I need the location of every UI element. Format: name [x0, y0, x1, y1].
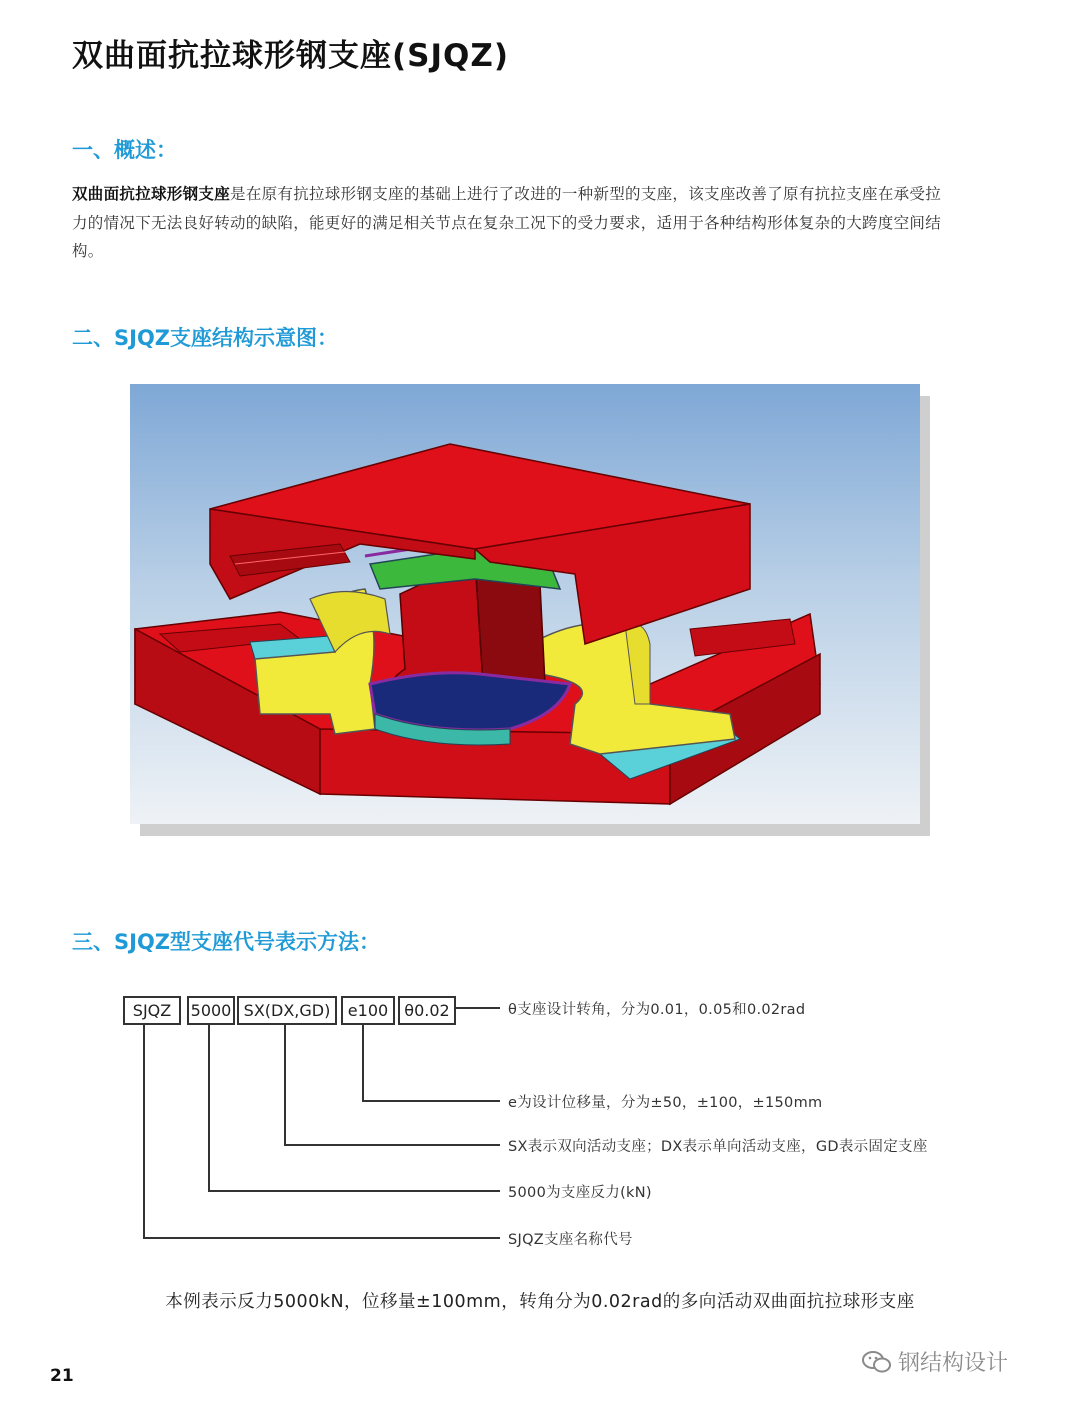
overview-text: 是在原有抗拉球形钢支座的基础上进行了改进的一种新型的支座，该支座改善了原有抗拉支座在承受拉力的情况下无法良好转动的缺陷，能更好的满足相关节点在复杂工况下的受力要求，适用于各种结构形体复杂的大跨度空间结构。 [72, 185, 942, 260]
overview-lead: 双曲面抗拉球形钢支座 [72, 185, 231, 203]
code-sjqz: SJQZ [123, 996, 181, 1025]
desc-rotation: θ支座设计转角，分为0.01，0.05和0.02rad [508, 1002, 806, 1018]
wechat-icon [862, 1350, 892, 1374]
page-title: 双曲面抗拉球形钢支座(SJQZ) [72, 38, 510, 74]
page-number: 21 [50, 1366, 74, 1386]
code-rotation: θ0.02 [398, 996, 456, 1025]
code-direction: SX(DX,GD) [237, 996, 337, 1025]
watermark [862, 1346, 1008, 1377]
desc-name: SJQZ支座名称代号 [508, 1232, 633, 1248]
section-overview-heading: 一、概述： [72, 138, 177, 162]
code-displacement: e100 [341, 996, 395, 1025]
desc-direction: SX表示双向活动支座；DX表示单向活动支座，GD表示固定支座 [508, 1139, 928, 1155]
section-notation-heading: 三、SJQZ型支座代号表示方法： [72, 930, 381, 954]
desc-displacement: e为设计位移量，分为±50，±100，±150mm [508, 1095, 823, 1111]
example-caption: 本例表示反力5000kN，位移量±100mm，转角分为0.02rad的多向活动双曲面抗拉球形支座 [165, 1292, 915, 1312]
code-load: 5000 [187, 996, 235, 1025]
watermark-text: 钢结构设计 [898, 1351, 1009, 1376]
section-structure-heading: 二、SJQZ支座结构示意图： [72, 326, 339, 350]
desc-load: 5000为支座反力(kN) [508, 1185, 652, 1201]
